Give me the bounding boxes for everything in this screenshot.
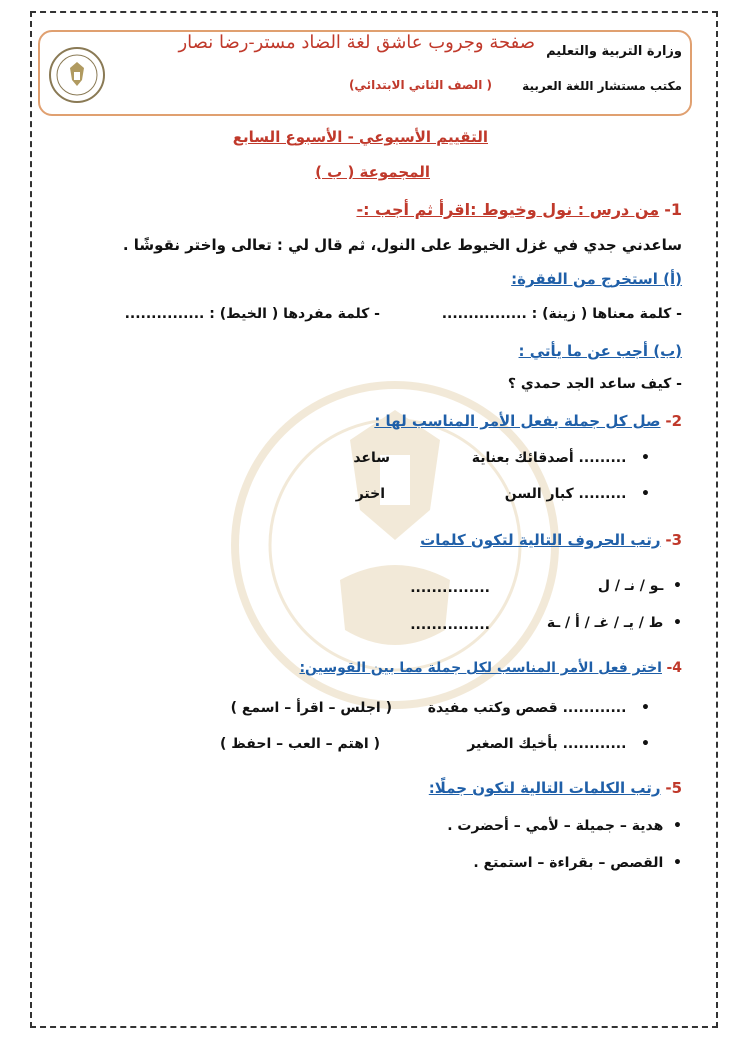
ministry-seal-icon (48, 46, 106, 104)
question-text: اختر فعل الأمر المناسب لكل جملة مما بين القوسين: (299, 660, 662, 676)
bullet-icon: • (626, 700, 650, 716)
letters: ـو / نـ / ل (597, 578, 664, 594)
sentence: ......... أصدقائك بعناية (471, 450, 627, 466)
list-item (428, 700, 650, 716)
question-text: من درس : نول وخيوط :اقرأ ثم أجب :- (356, 200, 660, 219)
question-3-heading (420, 531, 682, 549)
question-number: 5- (665, 779, 682, 797)
question-5-heading (429, 779, 682, 797)
question-text: رتب الحروف التالية لتكون كلمات (420, 531, 661, 549)
question-number: 4- (666, 660, 682, 676)
short-question: - كيف ساعد الجد حمدي ؟ (507, 376, 682, 392)
bullet-icon: • (663, 818, 682, 834)
list-item (505, 486, 650, 502)
passage: ساعدني جدي في غزل الخيوط على النول، ثم قال لي : تعالى واختر نقوشًا . (122, 236, 682, 254)
question-4-heading (299, 660, 682, 676)
choice-options: ( اهتم – العب – احفظ ) (220, 736, 380, 752)
sub-question-b: (ب) أجب عن ما يأتي : (518, 342, 682, 360)
verb-option: ساعد (353, 450, 390, 466)
bullet-icon: • (663, 615, 682, 631)
group-label: المجموعة ( ب ) (315, 163, 430, 181)
question-number: 3- (665, 531, 682, 549)
bullet-icon: • (663, 855, 682, 871)
list-item (447, 818, 682, 834)
question-number: 1- (664, 200, 682, 219)
page-title: التقييم الأسبوعي - الأسبوع السابع (232, 128, 488, 146)
bullet-icon: • (626, 736, 650, 752)
letters: ط / يـ / غـ / أ / ـة (546, 615, 664, 631)
question-text: رتب الكلمات التالية لتكون جملًا: (428, 779, 661, 797)
question-number: 2- (665, 412, 682, 430)
verb-option: اختر (355, 486, 385, 502)
word-list: القصص – بقراءة – استمتع . (473, 855, 664, 871)
list-item (472, 450, 650, 466)
choice-options: ( اجلس – اقرأ – اسمع ) (230, 700, 392, 716)
list-item (473, 855, 682, 871)
page-credit: صفحة وجروب عاشق لغة الضاد مستر-رضا نصار (178, 32, 535, 53)
list-item (598, 578, 682, 594)
list-item (547, 615, 682, 631)
sentence: ............ بأخيك الصغير (467, 736, 627, 752)
list-item (467, 736, 650, 752)
answer-blank: ............... (410, 617, 490, 633)
sentence: ......... كبار السن (504, 486, 627, 502)
bullet-icon: • (626, 450, 650, 466)
sentence: ............ قصص وكتب مفيدة (427, 700, 627, 716)
word-list: هدية – جميلة – لأمي – أحضرت . (447, 818, 664, 834)
bullet-icon: • (663, 578, 682, 594)
extract-item-1: - كلمة معناها ( زينة) : ................ (441, 306, 682, 322)
answer-blank: ............... (410, 580, 490, 596)
sub-question-a: (أ) استخرج من الفقرة: (511, 270, 682, 288)
extract-item-2: - كلمة مفردها ( الخيط) : ............... (124, 306, 380, 322)
question-1-heading (356, 200, 682, 219)
grade-label: ( الصف الثاني الابتدائي) (348, 78, 492, 92)
question-text: صل كل جملة بفعل الأمر المناسب لها : (374, 412, 661, 430)
bullet-icon: • (626, 486, 650, 502)
ministry-name: وزارة التربية والتعليم (546, 44, 682, 59)
office-name: مكتب مستشار اللغة العربية (522, 79, 682, 93)
question-2-heading (374, 412, 682, 430)
